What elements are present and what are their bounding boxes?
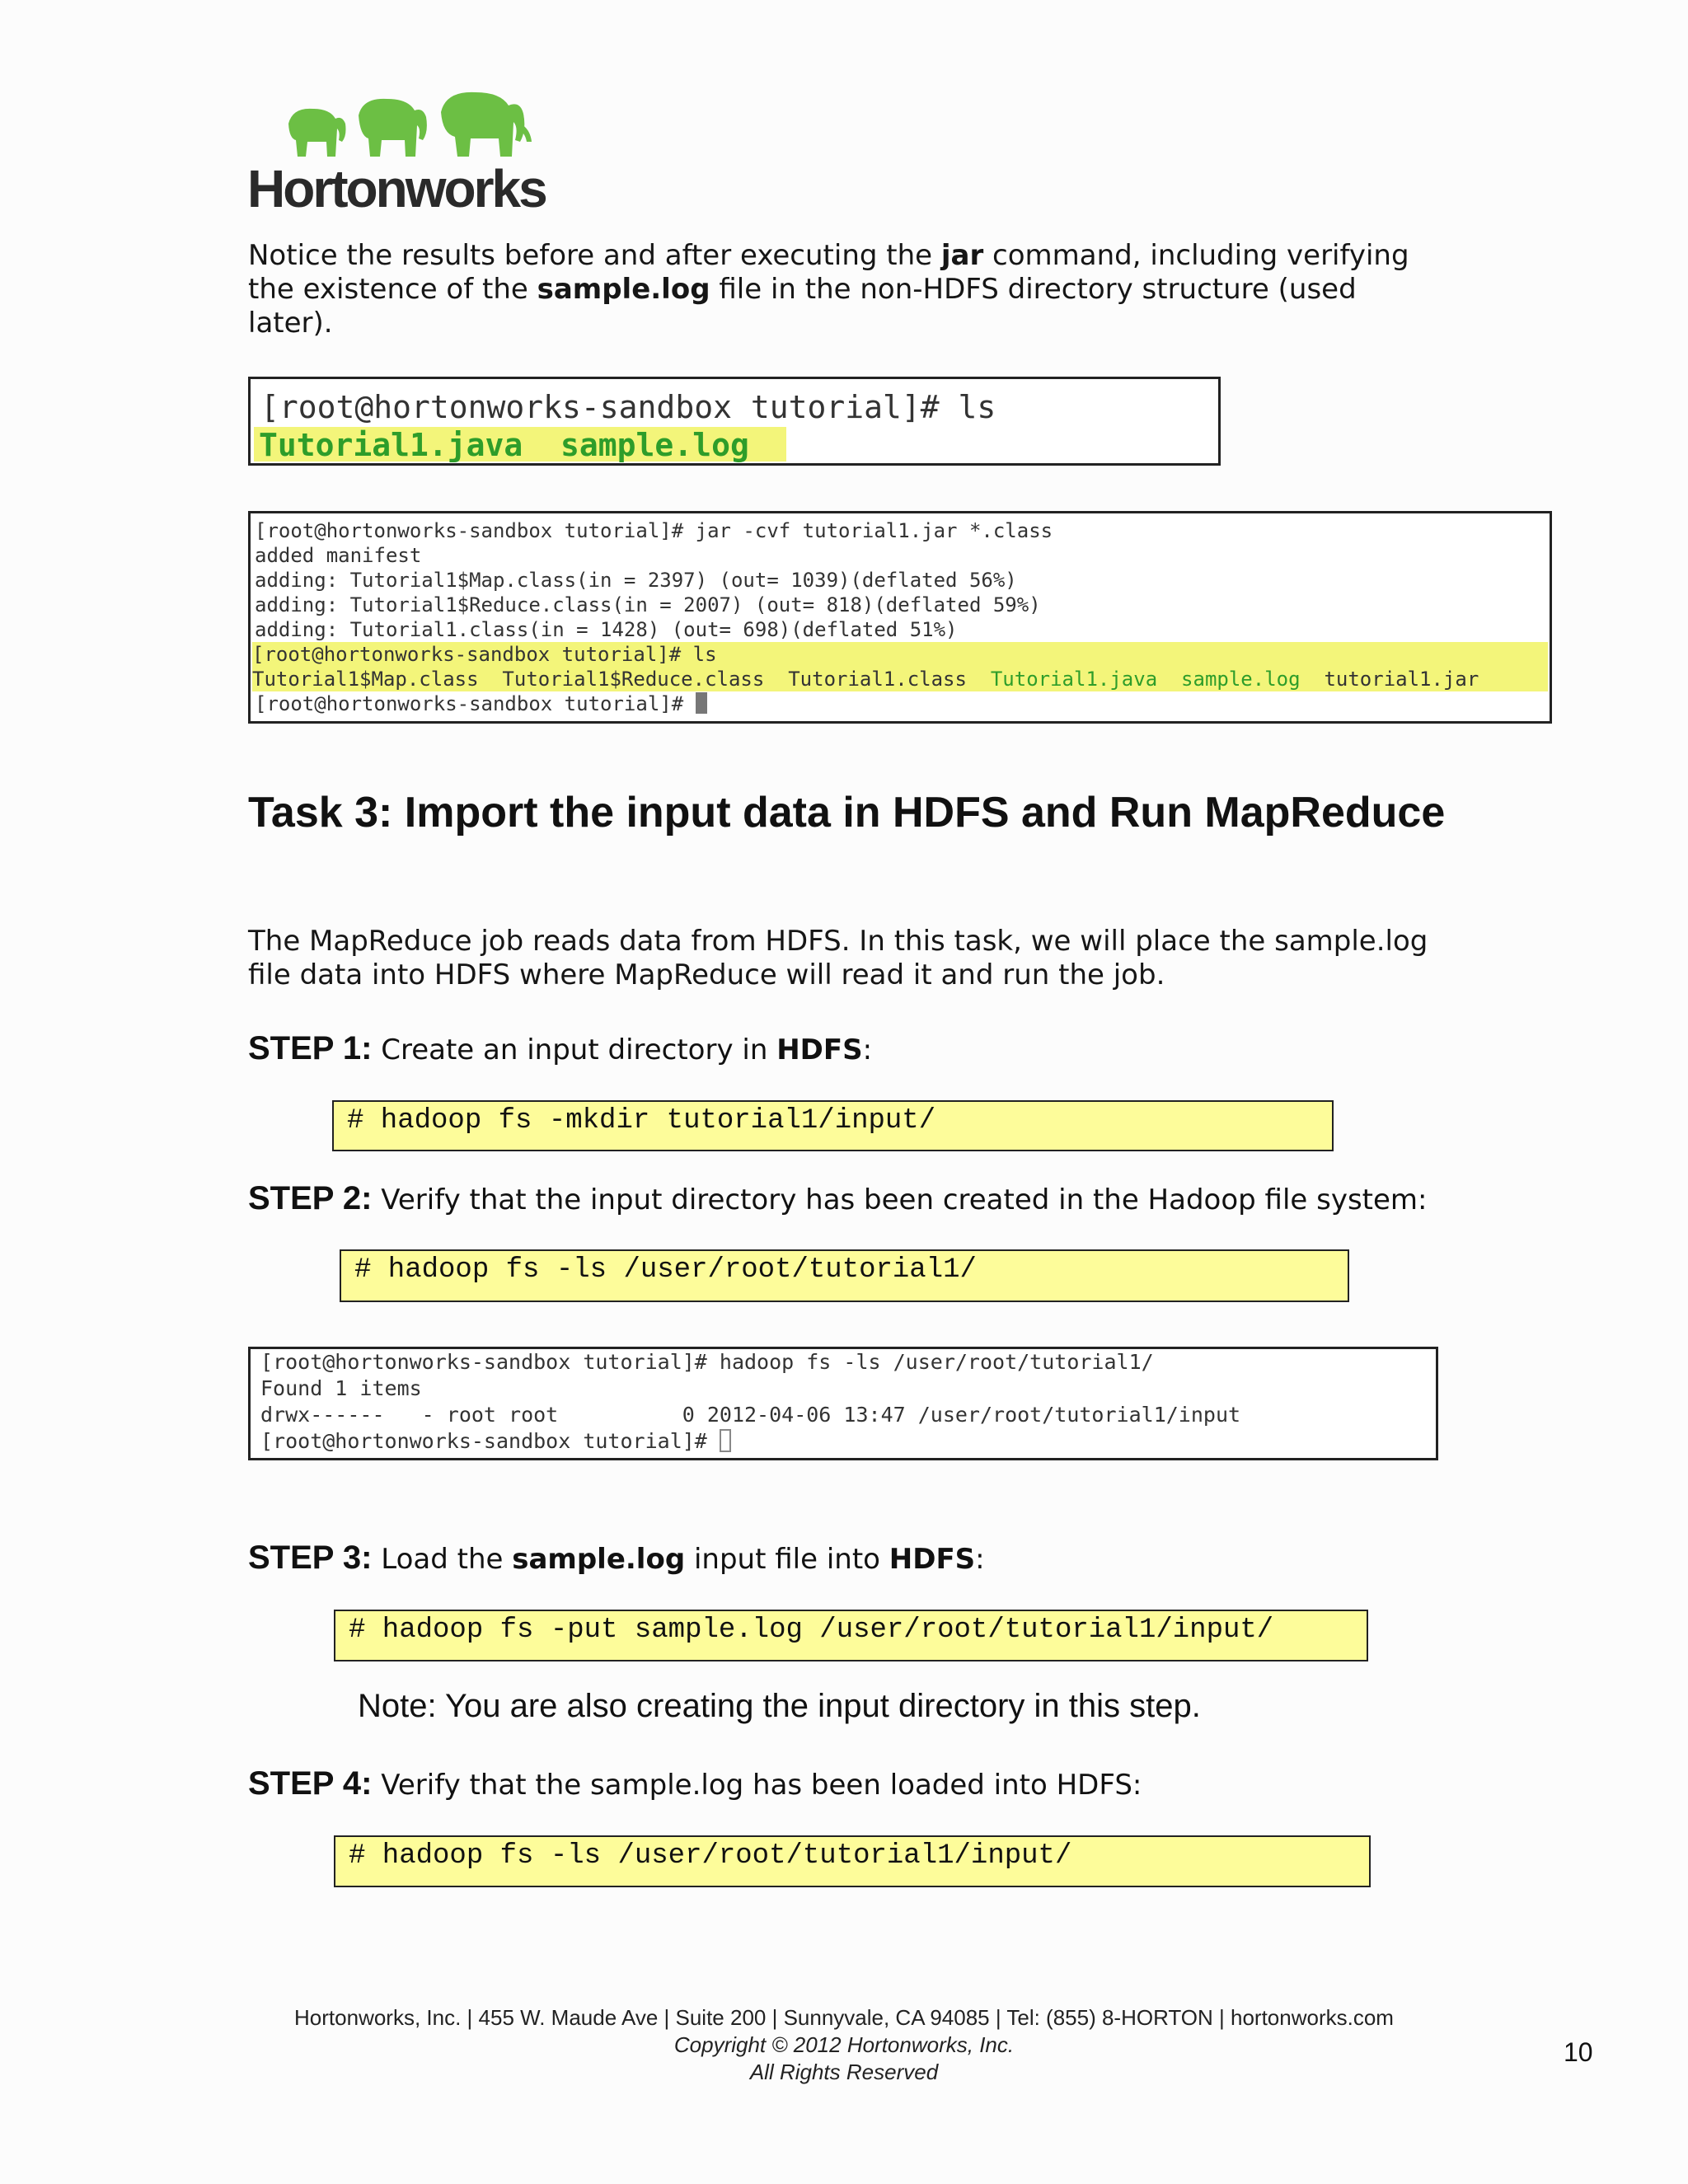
intro-paragraph: Notice the results before and after executing the jar command, including verifying the existence of the sample.log file in the non-HDFS directory structure (used later).: [248, 239, 1409, 340]
brand-wordmark: Hortonworks: [247, 159, 546, 218]
step3-command: # hadoop fs -put sample.log /user/root/tutorial1/input/: [334, 1610, 1368, 1661]
cursor-icon: [720, 1429, 731, 1452]
terminal-highlighted-line: Tutorial1.java sample.log: [254, 427, 786, 462]
terminal-line: Found 1 items: [260, 1376, 422, 1400]
task3-description: The MapReduce job reads data from HDFS. In this task, we will place the sample.log file data into HDFS where MapReduce will read it and run the job.: [248, 925, 1428, 991]
terminal-line: adding: Tutorial1$Reduce.class(in = 2007) (out= 818)(deflated 59%): [255, 593, 1041, 616]
note-text: Note: You are also creating the input directory in this step.: [358, 1688, 1201, 1724]
terminal-line: [root@hortonworks-sandbox tutorial]# ls: [252, 642, 1548, 667]
terminal-line: [root@hortonworks-sandbox tutorial]# jar -cvf tutorial1.jar *.class: [255, 519, 1053, 542]
step2-instruction: STEP 2: Verify that the input directory has been created in the Hadoop file system:: [248, 1180, 1428, 1216]
terminal-line: added manifest: [255, 544, 422, 567]
footer-copyright: Copyright © 2012 Hortonworks, Inc.: [673, 2032, 1015, 2057]
step4-command: # hadoop fs -ls /user/root/tutorial1/input/: [334, 1835, 1371, 1887]
terminal-screenshot-hdfs-ls: [248, 1347, 1438, 1460]
task3-heading: Task 3: Import the input data in HDFS and Run MapReduce: [248, 789, 1446, 837]
terminal-line: [root@hortonworks-sandbox tutorial]# ls: [260, 389, 996, 425]
cursor-icon: [696, 692, 707, 714]
page-footer: [247, 2004, 1441, 2086]
terminal-prompt-line: [root@hortonworks-sandbox tutorial]#: [255, 691, 707, 716]
terminal-line: adding: Tutorial1$Map.class(in = 2397) (out= 1039)(deflated 56%): [255, 569, 1017, 592]
footer-address: Hortonworks, Inc. | 455 W. Maude Ave | Suite 200 | Sunnyvale, CA 94085 | Tel: (855) 8-HORTON | hortonworks.com: [294, 2005, 1394, 2030]
step1-command: # hadoop fs -mkdir tutorial1/input/: [332, 1100, 1334, 1151]
terminal-ls-output: Tutorial1$Map.class Tutorial1$Reduce.class Tutorial1.class Tutorial1.java sample.log tutorial1.jar: [252, 667, 1548, 691]
step3-instruction: STEP 3: Load the sample.log input file into HDFS:: [248, 1540, 985, 1576]
footer-rights: All Rights Reserved: [749, 2060, 939, 2084]
elephants-icon: [284, 91, 556, 161]
page-number: 10: [1564, 2037, 1593, 2067]
terminal-line: drwx------ - root root 0 2012-04-06 13:47 /user/root/tutorial1/input: [260, 1403, 1241, 1427]
step1-instruction: STEP 1: Create an input directory in HDFS:: [248, 1030, 873, 1066]
terminal-prompt-line: [root@hortonworks-sandbox tutorial]#: [260, 1428, 731, 1455]
terminal-screenshot-jar: [248, 511, 1552, 724]
terminal-screenshot-ls: [248, 377, 1221, 466]
terminal-line: adding: Tutorial1.class(in = 1428) (out= 698)(deflated 51%): [255, 618, 958, 641]
step4-instruction: STEP 4: Verify that the sample.log has been loaded into HDFS:: [248, 1765, 1142, 1802]
terminal-line: [root@hortonworks-sandbox tutorial]# hadoop fs -ls /user/root/tutorial1/: [260, 1350, 1154, 1374]
hortonworks-logo: [247, 91, 552, 218]
step2-command: # hadoop fs -ls /user/root/tutorial1/: [340, 1249, 1349, 1302]
